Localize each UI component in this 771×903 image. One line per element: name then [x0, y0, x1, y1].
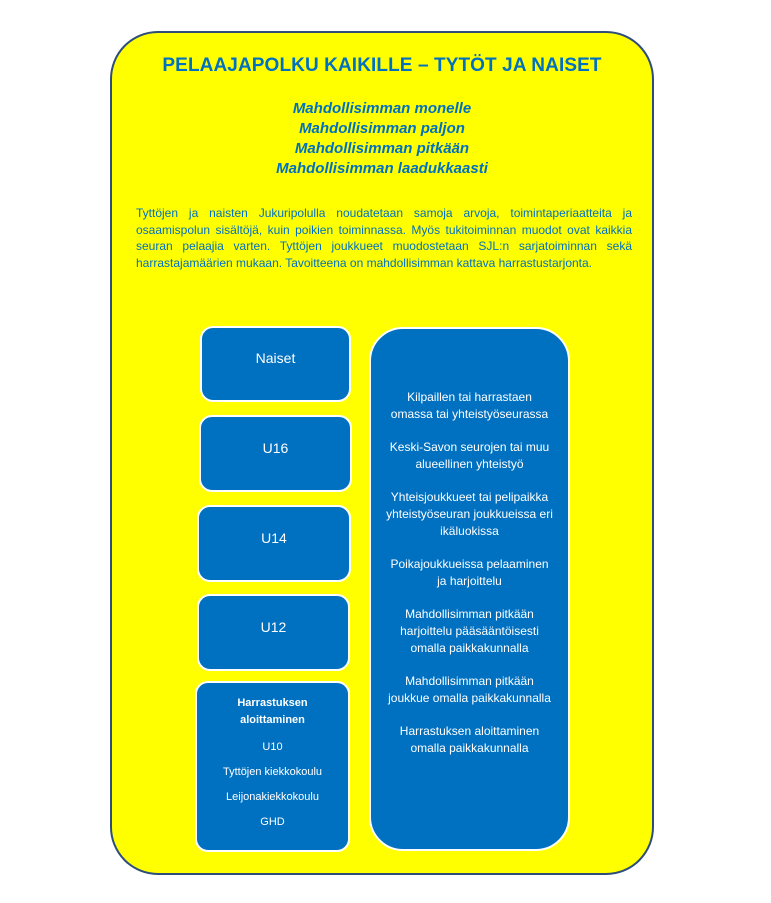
- path-item: Yhteisjoukkueet tai pelipaikka yhteistyöseuran joukkueissa eri ikäluokissa: [386, 490, 553, 538]
- stage-box-u12: [197, 594, 350, 671]
- start-item: Leijonakiekkokoulu: [226, 791, 319, 803]
- motto-line: Mahdollisimman paljon: [299, 120, 465, 137]
- start-heading: [197, 695, 348, 729]
- intro-paragraph: Tyttöjen ja naisten Jukuripolulla noudatetaan samoja arvoja, toimintaperiaatteita ja osaamispolun sisältöjä, kuin poikien toiminnassa. Myös tukitoiminnan muodot ovat kaikkia seuran pelaajia varten. Tyttöjen joukkueet muodostetaan SJL:n sarjatoiminnan sekä harrastajamäärien mukaan. Tavoitteena on mahdollisimman kattava harrastustarjonta.: [136, 206, 632, 270]
- paths-box: [369, 327, 570, 851]
- stage-label: Naiset: [255, 350, 296, 366]
- page-title: PELAAJAPOLKU KAIKILLE – TYTÖT JA NAISET: [162, 55, 602, 76]
- start-item: U10: [262, 741, 283, 753]
- stage-label: U16: [262, 439, 289, 456]
- stage-box-u14: [197, 505, 351, 582]
- path-item: Keski-Savon seurojen tai muu alueellinen yhteistyö: [389, 440, 550, 471]
- motto-list: [112, 99, 652, 179]
- start-item: GHD: [260, 816, 285, 828]
- path-item: Mahdollisimman pitkään joukkue omalla paikkakunnalla: [388, 674, 551, 705]
- path-item: Kilpaillen tai harrastaen omassa tai yhteistyöseurassa: [390, 390, 549, 421]
- stage-box-naiset: [200, 326, 351, 402]
- start-box: [195, 681, 350, 852]
- stage-label: U12: [260, 618, 287, 635]
- motto-line: Mahdollisimman monelle: [292, 100, 472, 117]
- motto-line: Mahdollisimman pitkään: [294, 140, 470, 157]
- path-item: Poikajoukkueissa pelaaminen ja harjoittelu: [390, 557, 549, 588]
- path-item: Harrastuksen aloittaminen omalla paikkakunnalla: [399, 724, 540, 755]
- stage-box-u16: [199, 415, 352, 492]
- stage-label: U14: [261, 529, 287, 546]
- path-item: Mahdollisimman pitkään harjoittelu pääsääntöisesti omalla paikkakunnalla: [400, 607, 539, 655]
- start-heading-line: aloittaminen: [240, 714, 305, 726]
- start-item: Tyttöjen kiekkokoulu: [222, 766, 323, 778]
- start-heading-line: Harrastuksen: [237, 697, 308, 709]
- motto-line: Mahdollisimman laadukkaasti: [276, 160, 488, 177]
